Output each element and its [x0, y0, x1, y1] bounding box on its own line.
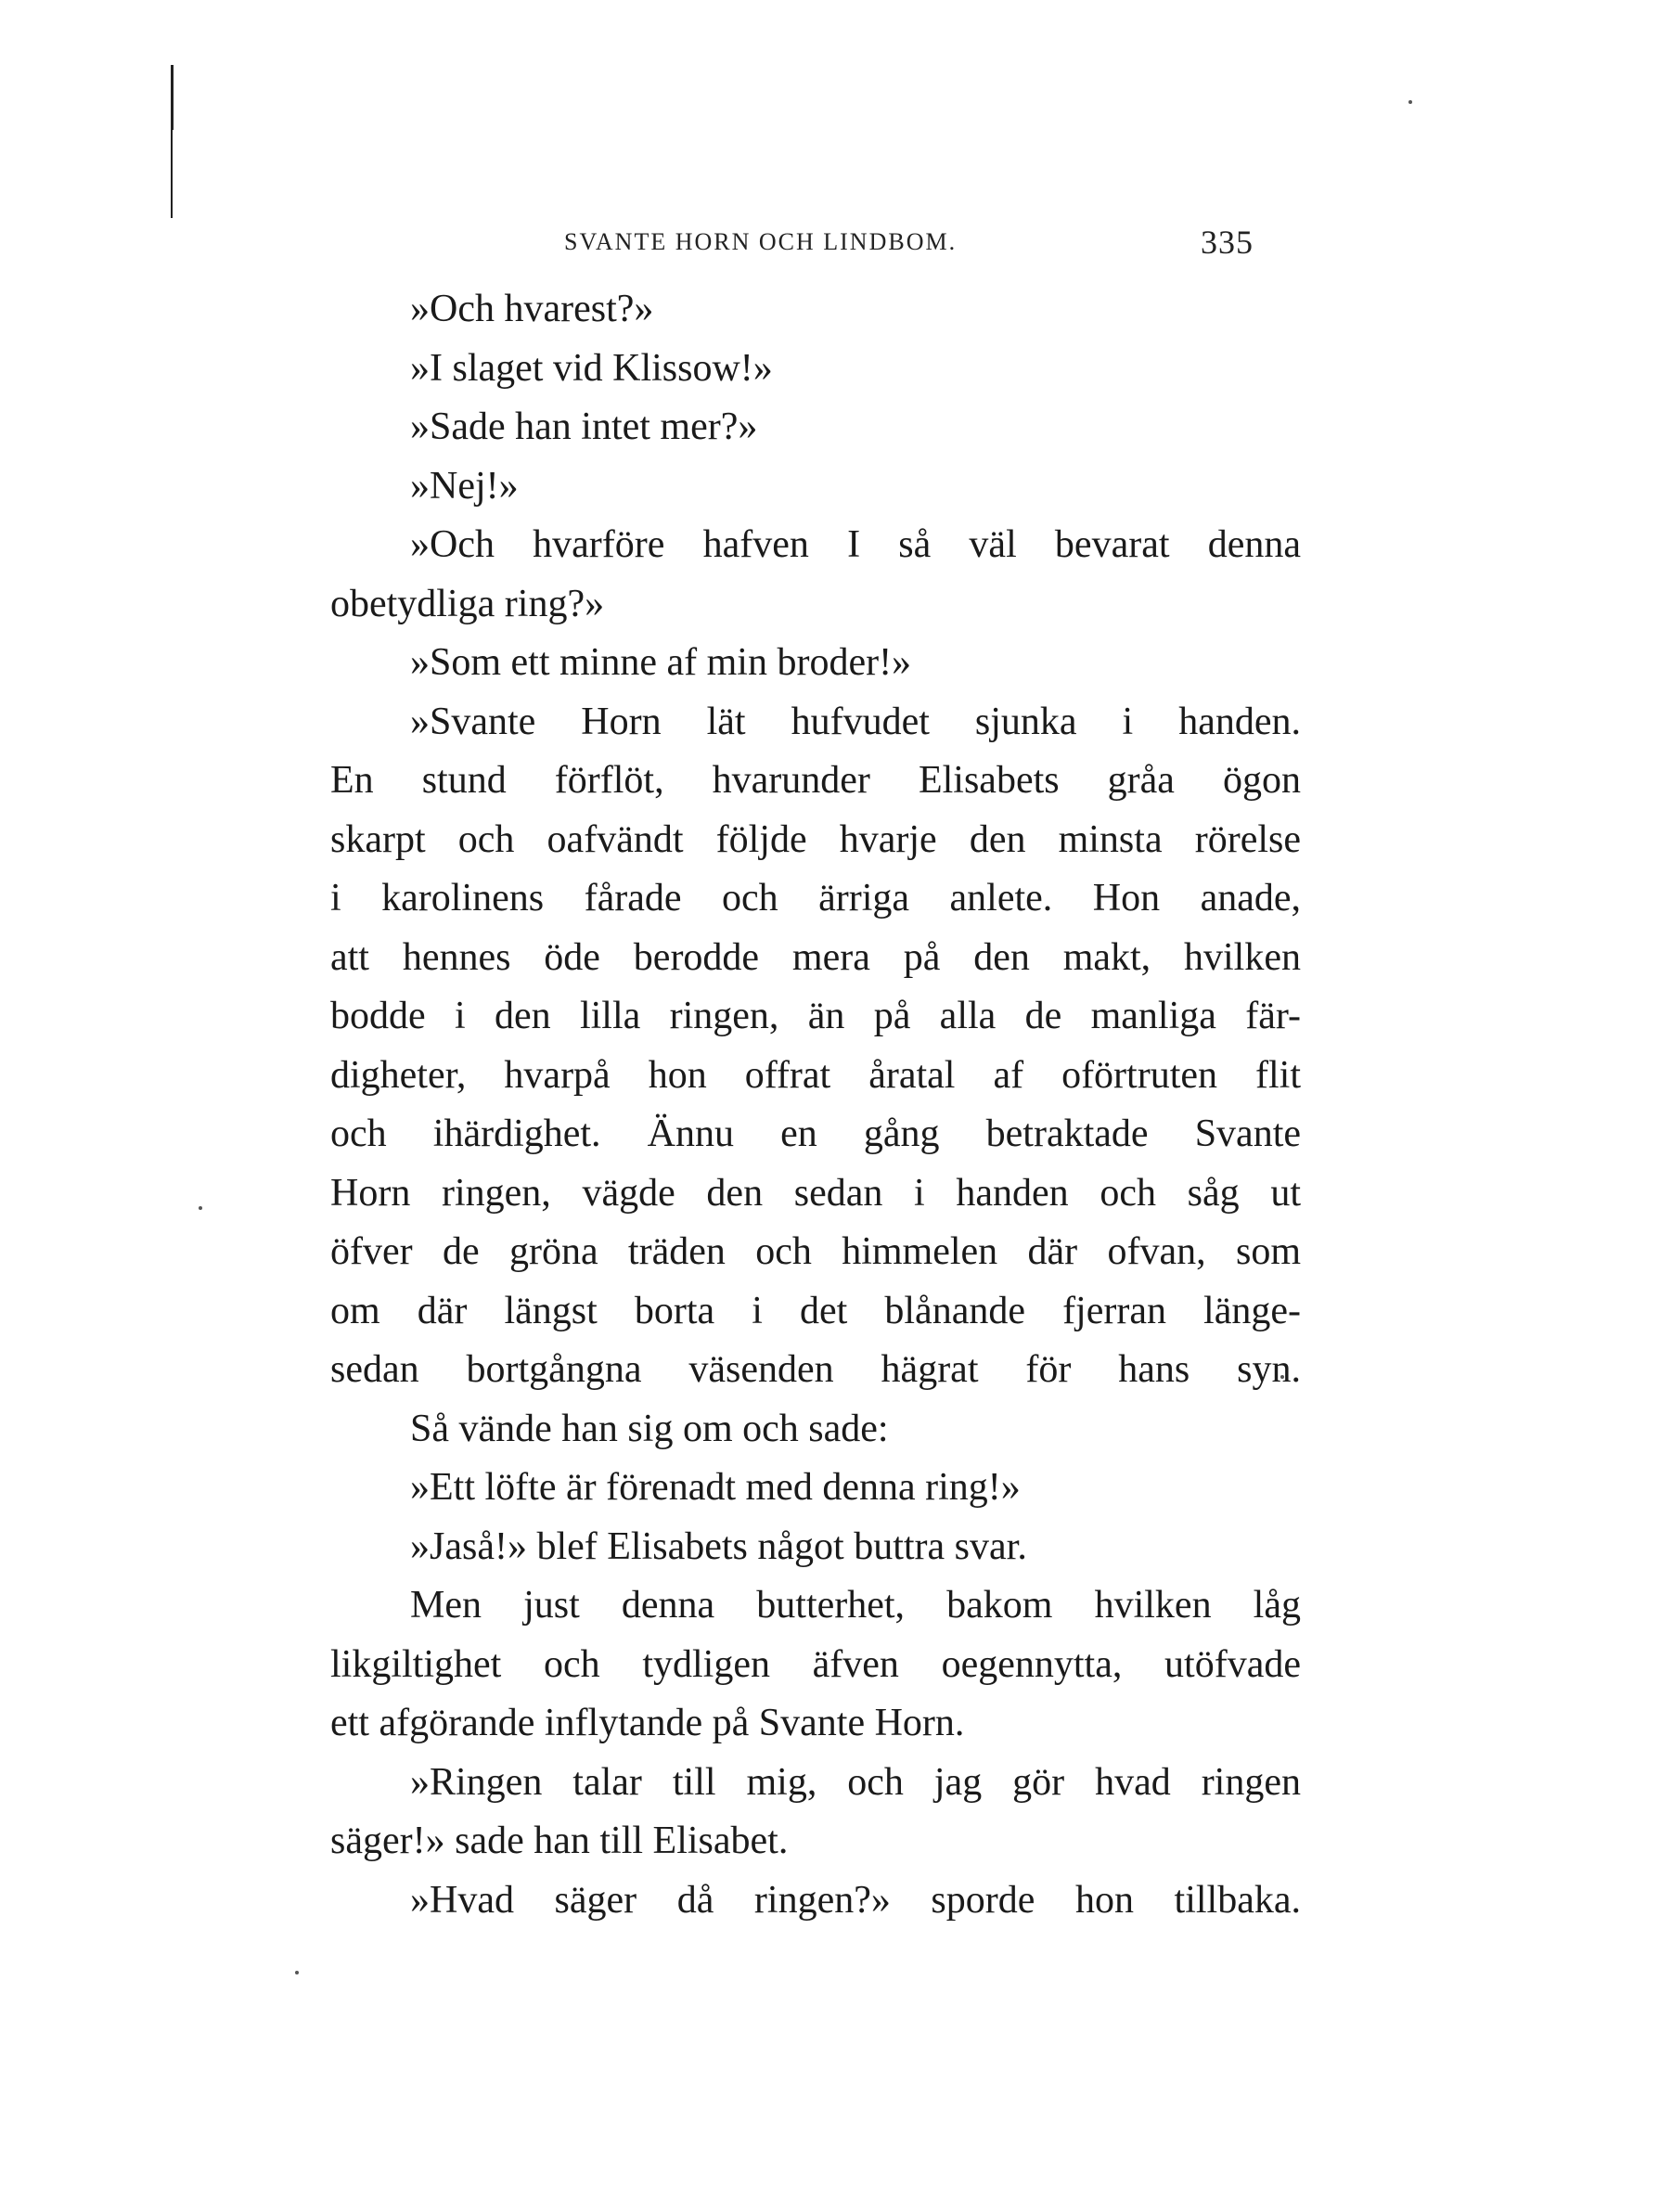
text-line: öfver de gröna träden och himmelen där ofvan, som	[330, 1230, 1301, 1273]
text-line: En stund förflöt, hvarunder Elisabets gråa ögon	[330, 759, 1301, 802]
text-line: digheter, hvarpå hon offrat åratal af oförtruten flit	[330, 1053, 1301, 1097]
text-line: »I slaget vid Klissow!»	[410, 346, 773, 390]
text-line: likgiltighet och tydligen äfven oegennytta, utöfvade	[330, 1642, 1301, 1686]
text-line: Men just denna butterhet, bakom hvilken låg	[410, 1584, 1301, 1627]
text-line: »Och hvarföre hafven I så väl bevarat denna	[410, 523, 1301, 566]
text-line: om där längst borta i det blånande fjerran länge-	[330, 1289, 1301, 1332]
text-line: och ihärdighet. Ännu en gång betraktade Svante	[330, 1112, 1301, 1155]
paper-speck	[295, 1971, 299, 1974]
text-line: »Ringen talar till mig, och jag gör hvad ringen	[410, 1760, 1301, 1804]
text-line: skarpt och oafvändt följde hvarje den minsta rörelse	[330, 817, 1301, 861]
text-line: Horn ringen, vägde den sedan i handen och såg ut	[330, 1171, 1301, 1215]
text-line: bodde i den lilla ringen, än på alla de manliga fär-	[330, 995, 1301, 1037]
text-line: Så vände han sig om och sade:	[410, 1407, 889, 1450]
text-line: »Hvad säger då ringen?» sporde hon tillbaka.	[410, 1878, 1301, 1922]
text-line: »Ett löfte är förenadt med denna ring!»	[410, 1466, 1021, 1509]
text-line: säger!» sade han till Elisabet.	[330, 1820, 789, 1862]
text-line: i karolinens fårade och ärriga anlete. Hon anade,	[330, 877, 1301, 920]
text-line: »Och hvarest?»	[410, 288, 654, 330]
text-line: »Jaså!» blef Elisabets något buttra svar.	[410, 1524, 1027, 1568]
text-line: »Svante Horn lät hufvudet sjunka i handen.	[410, 700, 1301, 743]
text-line: att hennes öde berodde mera på den makt, hvilken	[330, 935, 1301, 979]
text-line: »Nej!»	[410, 464, 519, 508]
text-line: obetydliga ring?»	[330, 582, 605, 625]
paper-speck	[1408, 100, 1412, 104]
text-line: sedan bortgångna väsenden hägrat för hans syn.	[330, 1348, 1301, 1391]
text-line: »Som ett minne af min broder!»	[410, 641, 912, 684]
page-number: 335	[1201, 224, 1254, 261]
binding-mark	[171, 111, 173, 218]
running-title: SVANTE HORN OCH LINDBOM.	[564, 228, 958, 255]
text-line: »Sade han intet mer?»	[410, 405, 758, 448]
body-text	[330, 280, 1301, 1930]
paper-speck	[199, 1206, 202, 1210]
text-line: ett afgörande inflytande på Svante Horn.	[330, 1702, 965, 1744]
